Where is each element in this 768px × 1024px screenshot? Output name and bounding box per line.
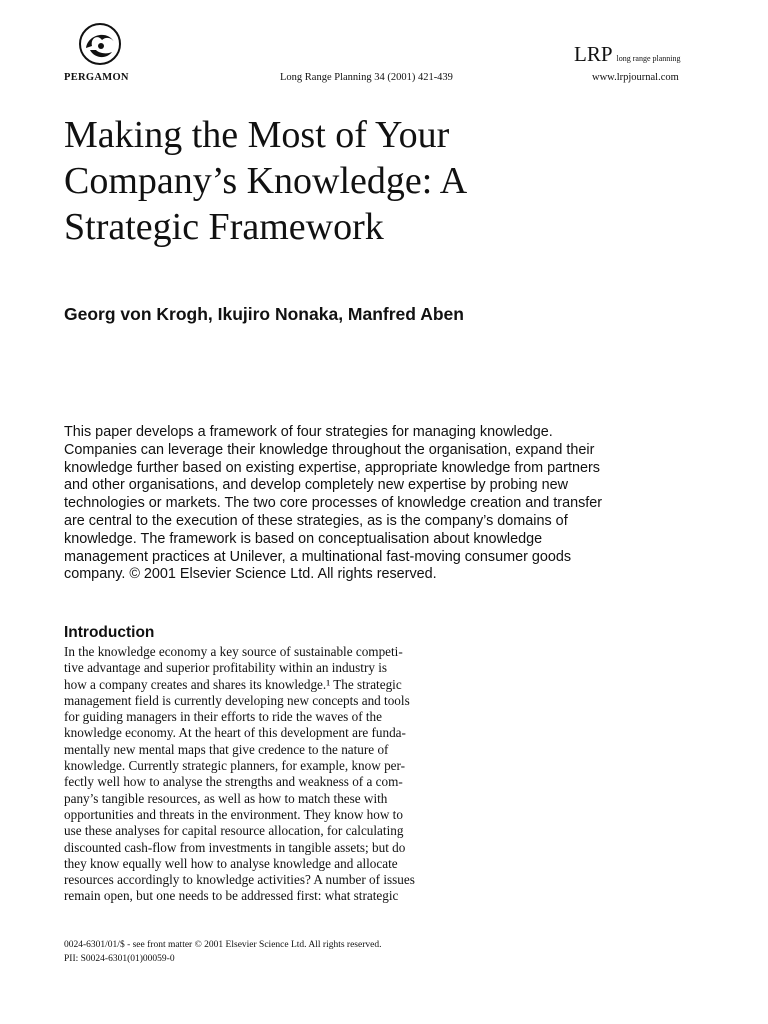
abstract-line: management practices at Unilever, a multinational fast-moving consumer goods — [64, 548, 572, 565]
authors: Georg von Krogh, Ikujiro Nonaka, Manfred Aben — [64, 304, 464, 324]
abstract-line: technologies or markets. The two core processes of knowledge creation and transfer — [64, 495, 603, 512]
journal-name: long range planning — [616, 54, 681, 63]
body-line: for guiding managers in their efforts to ride the waves of the — [64, 709, 382, 725]
article-title — [64, 112, 704, 250]
journal-url[interactable]: www.lrpjournal.com — [592, 72, 679, 83]
body-line: fectly well how to analyse the strengths and weakness of a com- — [64, 774, 403, 790]
body-line: how a company creates and shares its knowledge.¹ The strategic — [64, 676, 402, 692]
title-line: Strategic Framework — [64, 206, 384, 248]
body-line: mentally new mental maps that give credence to the nature of — [64, 741, 389, 757]
body-line: resources accordingly to knowledge activities? A number of issues — [64, 872, 415, 888]
body-line: remain open, but one needs to be addressed first: what strategic — [64, 888, 399, 904]
publisher-logo — [72, 20, 128, 72]
abstract-line: Companies can leverage their knowledge throughout the organisation, expand their — [64, 441, 595, 458]
journal-citation: Long Range Planning 34 (2001) 421-439 — [280, 72, 453, 83]
copyright-line: 0024-6301/01/$ - see front matter © 2001 Elsevier Science Ltd. All rights reserved. — [64, 940, 382, 950]
abstract-line: company. © 2001 Elsevier Science Ltd. All rights reserved. — [64, 566, 437, 583]
body-line: management field is currently developing new concepts and tools — [64, 692, 410, 708]
body-line: pany’s tangible resources, as well as how to match these with — [64, 790, 388, 806]
abstract-line: This paper develops a framework of four strategies for managing knowledge. — [64, 424, 553, 440]
title-line: Company’s Knowledge: A — [64, 160, 468, 202]
body-line: opportunities and threats in the environment. They know how to — [64, 806, 403, 822]
pii-line: PII: S0024-6301(01)00059-0 — [64, 954, 175, 964]
publisher-name: PERGAMON — [64, 72, 129, 83]
body-line: tive advantage and superior profitability within an industry is — [64, 660, 388, 676]
journal-logo — [574, 42, 681, 67]
title-line: Making the Most of Your — [64, 114, 450, 156]
body-line: use these analyses for capital resource allocation, for calculating — [64, 823, 404, 839]
introduction-text — [64, 644, 484, 905]
abstract — [64, 424, 696, 584]
body-line: In the knowledge economy a key source of sustainable competi- — [64, 644, 403, 659]
journal-abbrev: LRP — [574, 42, 613, 66]
abstract-line: are central to the execution of these strategies, as is the company’s domains of — [64, 512, 568, 529]
body-line: they know equally well how to analyse knowledge and allocate — [64, 855, 398, 871]
body-line: knowledge. Currently strategic planners, for example, know per- — [64, 758, 406, 774]
body-line: knowledge economy. At the heart of this development are funda- — [64, 725, 406, 741]
section-heading: Introduction — [64, 624, 155, 641]
abstract-line: knowledge. The framework is based on conceptualisation about knowledge — [64, 530, 543, 547]
abstract-line: knowledge further based on existing expertise, appropriate knowledge from partners — [64, 459, 600, 476]
footer — [64, 938, 381, 966]
body-line: discounted cash-flow from investments in tangible assets; but do — [64, 839, 406, 855]
abstract-line: and other organisations, and develop completely new expertise by probing new — [64, 477, 568, 494]
